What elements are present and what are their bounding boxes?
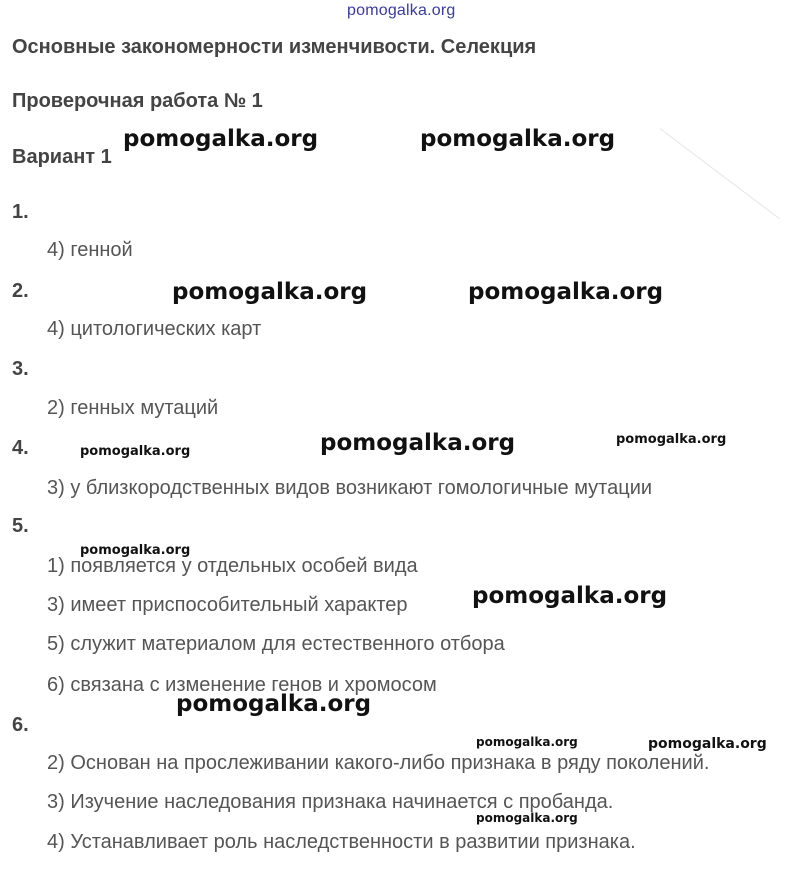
variant-heading: Вариант 1 (12, 146, 112, 168)
watermark: pomogalka.org (468, 279, 664, 305)
answer-line: 3) Изучение наследования признака начинается с пробанда. (47, 791, 614, 813)
answer-line: 1) появляется у отдельных особей вида (47, 555, 418, 577)
decorative-line (659, 128, 779, 219)
watermark: pomogalka.org (420, 126, 616, 152)
answer-line: 4) Устанавливает роль наследственности в развитии признака. (47, 831, 636, 853)
answer-line: 2) генных мутаций (47, 397, 219, 419)
answer-line: 3) имеет приспособительный характер (47, 594, 408, 616)
work-heading: Проверочная работа № 1 (12, 90, 263, 112)
watermark: pomogalka.org (476, 735, 578, 749)
question-number: 1. (12, 201, 29, 223)
answer-line: 4) цитологических карт (47, 318, 262, 340)
question-number: 4. (12, 437, 29, 459)
answer-line: 6) связана с изменение генов и хромосом (47, 674, 437, 696)
watermark: pomogalka.org (320, 430, 516, 456)
watermark: pomogalka.org (472, 583, 668, 609)
question-number: 2. (12, 280, 29, 302)
top-watermark: pomogalka.org (347, 2, 456, 19)
watermark: pomogalka.org (476, 811, 578, 825)
question-number: 3. (12, 358, 29, 380)
answer-line: 5) служит материалом для естественного отбора (47, 633, 505, 655)
watermark: pomogalka.org (176, 691, 372, 717)
answer-line: 2) Основан на прослеживании какого-либо признака в ряду поколений. (47, 752, 710, 774)
watermark: pomogalka.org (616, 432, 727, 447)
question-number: 6. (12, 714, 29, 736)
answer-line: 3) у близкородственных видов возникают гомологичные мутации (47, 477, 653, 499)
watermark: pomogalka.org (172, 279, 368, 305)
page-title: Основные закономерности изменчивости. Селекция (12, 36, 537, 58)
question-number: 5. (12, 515, 29, 537)
watermark: pomogalka.org (80, 543, 191, 558)
watermark: pomogalka.org (648, 736, 767, 752)
watermark: pomogalka.org (123, 126, 319, 152)
watermark: pomogalka.org (80, 444, 191, 459)
answer-line: 4) генной (47, 239, 133, 261)
